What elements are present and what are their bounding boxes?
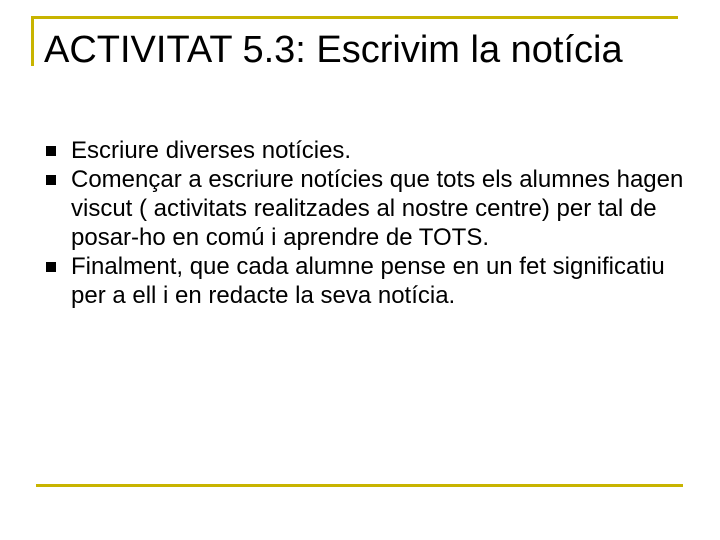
bullet-text: Escriure diverses notícies. [71,137,352,164]
square-bullet-icon [46,146,56,156]
left-rule [31,16,34,66]
top-rule [31,16,678,19]
bullet-item [44,165,684,252]
bottom-rule [36,484,683,487]
bullet-text: Començar a escriure notícies que tots els alumnes hagen viscut ( activitats realitzades al nostre centre) per tal de posar-ho en comú i aprendre de TOTS. [71,166,684,251]
bullet-text: Finalment, que cada alumne pense en un fet significatiu per a ell i en redacte la seva notícia. [71,253,665,309]
bullet-list [44,136,684,310]
square-bullet-icon [46,262,56,272]
slide-title: ACTIVITAT 5.3: Escrivim la notícia [44,29,623,71]
square-bullet-icon [46,175,56,185]
bullet-item [44,252,684,310]
bullet-item [44,136,684,165]
